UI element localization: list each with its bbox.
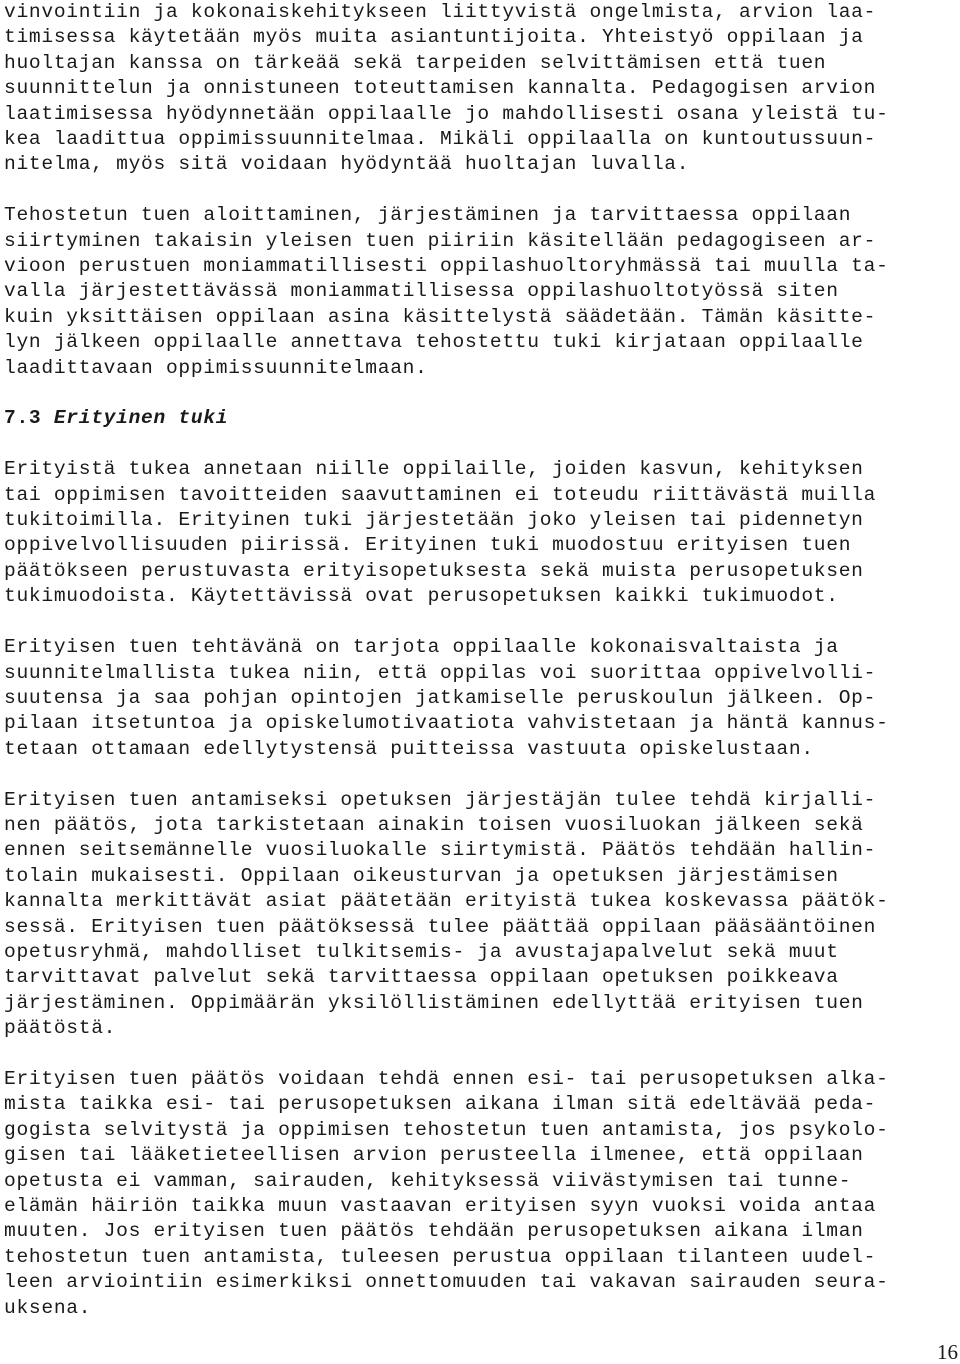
- text-line: Tehostetun tuen aloittaminen, järjestäminen ja tarvittaessa oppilaan: [4, 204, 852, 227]
- text-line: lyn jälkeen oppilaalle annettava tehostettu tuki kirjataan oppilaalle: [4, 331, 864, 354]
- text-line: vioon perustuen moniammatillisesti oppilashuoltoryhmässä tai muulla ta-: [4, 255, 889, 278]
- text-line: Erityistä tukea annetaan niille oppilaille, joiden kasvun, kehityksen: [4, 458, 864, 481]
- text-line: kea laadittua oppimissuunnitelmaa. Mikäli oppilaalla on kuntoutussuun-: [4, 128, 877, 151]
- text-line: timisessa käytetään myös muita asiantuntijoita. Yhteistyö oppilaan ja: [4, 26, 864, 49]
- text-line: muuten. Jos erityisen tuen päätös tehdään perusopetuksen aikana ilman: [4, 1220, 864, 1243]
- paragraph-spacer: [4, 1042, 954, 1067]
- text-line: ennen seitsemännelle vuosiluokalle siirtymistä. Päätös tehdään hallin-: [4, 839, 877, 862]
- text-line: elämän häiriön taikka muun vastaavan erityisen syyn vuoksi voida antaa: [4, 1195, 877, 1217]
- paragraph-3: [4, 457, 954, 609]
- text-line: mista taikka esi- tai perusopetuksen aikana ilman sitä edeltävää peda-: [4, 1093, 877, 1116]
- text-line: nen päätös, jota tarkistetaan ainakin toisen vuosiluokan jälkeen sekä: [4, 813, 864, 836]
- text-line: tolain mukaisesti. Oppilaan oikeusturvan ja opetuksen järjestämisen: [4, 864, 839, 887]
- paragraph-6: [4, 1067, 954, 1321]
- text-line: oppivelvollisuuden piirissä. Erityinen tuki muodostuu erityisen tuen: [4, 534, 852, 557]
- paragraph-4: [4, 635, 954, 762]
- paragraph-5: [4, 788, 954, 1042]
- text-line: Erityisen tuen tehtävänä on tarjota oppilaalle kokonaisvaltaista ja: [4, 636, 839, 659]
- text-line: gisen tai lääketieteellisen arvion perusteella ilmenee, että oppilaan: [4, 1144, 864, 1167]
- text-line: Erityisen tuen antamiseksi opetuksen järjestäjän tulee tehdä kirjalli-: [4, 788, 877, 811]
- text-line: siirtyminen takaisin yleisen tuen piiriin käsitellään pedagogiseen ar-: [4, 229, 877, 252]
- section-title: Erityinen tuki: [53, 407, 229, 430]
- text-line: opetusta ei vamman, sairauden, kehityksessä viivästymisen tai tunne-: [4, 1169, 852, 1192]
- text-line: Erityisen tuen päätös voidaan tehdä ennen esi- tai perusopetuksen alka-: [4, 1067, 889, 1090]
- text-line: vinvointiin ja kokonaiskehitykseen liittyvistä ongelmista, arvion laa-: [4, 1, 877, 23]
- text-line: järjestäminen. Oppimäärän yksilöllistäminen edellyttää erityisen tuen: [4, 991, 864, 1014]
- paragraph-1: [4, 0, 954, 178]
- text-line: tai oppimisen tavoitteiden saavuttaminen ei toteudu riittävästä muilla: [4, 483, 877, 506]
- paragraph-spacer: [4, 178, 954, 203]
- text-line: leen arviointiin esimerkiksi onnettomuuden tai vakavan sairauden seura-: [4, 1271, 889, 1294]
- text-line: tukitoimilla. Erityinen tuki järjestetään joko yleisen tai pidennetyn: [4, 509, 864, 532]
- text-line: gogista selvitystä ja oppimisen tehostetun tuen antamista, jos psykolo-: [4, 1118, 889, 1141]
- text-line: päätökseen perustuvasta erityisopetuksesta sekä muista perusopetuksen: [4, 559, 864, 582]
- text-line: uksena.: [4, 1296, 92, 1319]
- text-line: tehostetun tuen antamista, tuleesen perustua oppilaan tilanteen uudel-: [4, 1245, 877, 1268]
- text-line: päätöstä.: [4, 1017, 117, 1040]
- text-line: kannalta merkittävät asiat päätetään erityistä tukea koskevassa päätök-: [4, 890, 889, 913]
- paragraph-spacer: [4, 432, 954, 457]
- text-line: tarvittavat palvelut sekä tarvittaessa oppilaan opetuksen poikkeava: [4, 966, 839, 989]
- text-line: sessä. Erityisen tuen päätöksessä tulee päättää oppilaan pääsääntöinen: [4, 915, 877, 938]
- text-line: tukimuodoista. Käytettävissä ovat perusopetuksen kaikki tukimuodot.: [4, 585, 839, 608]
- text-line: tetaan ottamaan edellytystensä puitteissa vastuuta opiskelustaan.: [4, 737, 814, 760]
- text-line: pilaan itsetuntoa ja opiskelumotivaatiota vahvistetaan ja häntä kannus-: [4, 712, 889, 735]
- paragraph-spacer: [4, 762, 954, 787]
- text-line: suunnittelun ja onnistuneen toteuttamisen kannalta. Pedagogisen arvion: [4, 77, 877, 100]
- paragraph-spacer: [4, 381, 954, 406]
- section-number: 7.3: [4, 407, 42, 430]
- text-line: huoltajan kanssa on tärkeää sekä tarpeiden selvittämisen että tuen: [4, 51, 827, 74]
- page-number: 16: [937, 1340, 958, 1364]
- section-heading: [4, 406, 954, 431]
- text-line: valla järjestettävässä moniammatillisessa oppilashuoltotyössä siten: [4, 280, 839, 303]
- text-line: kuin yksittäisen oppilaan asina käsittelystä säädetään. Tämän käsitte-: [4, 305, 877, 328]
- text-line: suutensa ja saa pohjan opintojen jatkamiselle peruskoulun jälkeen. Op-: [4, 686, 877, 709]
- text-line: laatimisessa hyödynnetään oppilaalle jo mahdollisesti osana yleistä tu-: [4, 102, 889, 125]
- text-line: nitelma, myös sitä voidaan hyödyntää huoltajan luvalla.: [4, 153, 690, 176]
- paragraph-spacer: [4, 610, 954, 635]
- text-line: laadittavaan oppimissuunnitelmaan.: [4, 356, 428, 379]
- text-line: suunnitelmallista tukea niin, että oppilas voi suorittaa oppivelvolli-: [4, 661, 877, 684]
- document-page: [4, 0, 954, 1321]
- text-line: opetusryhmä, mahdolliset tulkitsemis- ja avustajapalvelut sekä muut: [4, 940, 839, 963]
- paragraph-2: [4, 203, 954, 381]
